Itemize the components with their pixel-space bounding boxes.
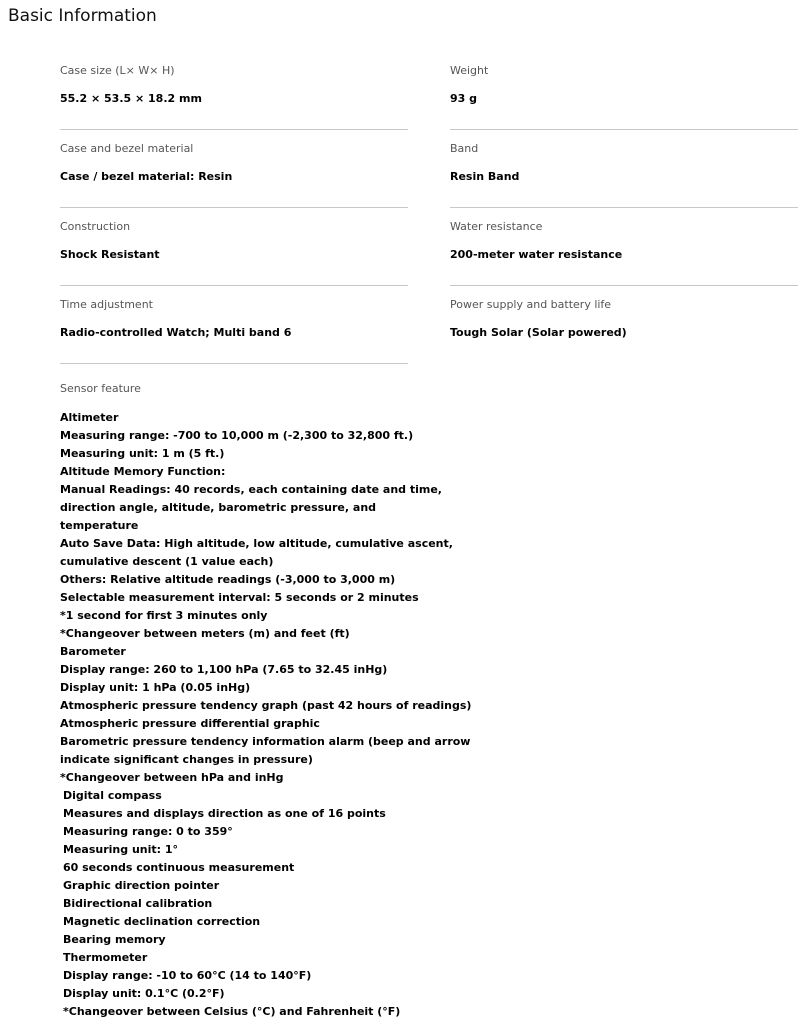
- sensor-line: Auto Save Data: High altitude, low altitude, cumulative ascent,: [60, 537, 453, 550]
- sensor-line: Altimeter: [60, 411, 119, 424]
- sensor-line: Others: Relative altitude readings (-3,000 to 3,000 m): [60, 573, 396, 586]
- sensor-line: Display unit: 1 hPa (0.05 inHg): [60, 681, 251, 694]
- sensor-line: Measuring unit: 1°: [63, 843, 179, 856]
- sensor-line: direction angle, altitude, barometric pressure, and: [60, 501, 377, 514]
- sensor-line: *Changeover between meters (m) and feet (ft): [60, 627, 350, 640]
- sensor-line: Display unit: 0.1°C (0.2°F): [63, 987, 225, 1000]
- spec-label: Band: [450, 142, 479, 155]
- spec-water-resistance: [450, 208, 798, 286]
- spec-label: Water resistance: [450, 220, 543, 233]
- sensor-line: cumulative descent (1 value each): [60, 555, 274, 568]
- sensor-line: Measuring range: 0 to 359°: [63, 825, 233, 838]
- spec-value: Shock Resistant: [60, 248, 160, 261]
- spec-label: Case size (L× W× H): [60, 64, 175, 77]
- sensor-line: Altitude Memory Function:: [60, 465, 226, 478]
- sensor-line: *Changeover between Celsius (°C) and Fahrenheit (°F): [63, 1005, 401, 1018]
- spec-value: Tough Solar (Solar powered): [450, 326, 627, 339]
- sensor-line: Measuring unit: 1 m (5 ft.): [60, 447, 225, 460]
- sensor-line: Manual Readings: 40 records, each containing date and time,: [60, 483, 442, 496]
- spec-value: 93 g: [450, 92, 478, 105]
- sensor-line: Bearing memory: [63, 933, 166, 946]
- sensor-line: temperature: [60, 519, 139, 532]
- sensor-line: Bidirectional calibration: [63, 897, 213, 910]
- sensor-line: Magnetic declination correction: [63, 915, 261, 928]
- spec-case-bezel-material: [60, 130, 408, 208]
- spec-case-size: [60, 52, 408, 130]
- spec-label: Sensor feature: [60, 382, 141, 395]
- spec-value: 200-meter water resistance: [450, 248, 623, 261]
- right-spec-column: [450, 52, 798, 364]
- spec-value: Resin Band: [450, 170, 520, 183]
- spec-label: Power supply and battery life: [450, 298, 612, 311]
- sensor-line: Selectable measurement interval: 5 seconds or 2 minutes: [60, 591, 419, 604]
- sensor-line: Barometer: [60, 645, 126, 658]
- sensor-line: *Changeover between hPa and inHg: [60, 771, 284, 784]
- spec-label: Time adjustment: [60, 298, 153, 311]
- sensor-line: *1 second for first 3 minutes only: [60, 609, 268, 622]
- sensor-line: Atmospheric pressure tendency graph (past 42 hours of readings): [60, 699, 472, 712]
- spec-value: 55.2 × 53.5 × 18.2 mm: [60, 92, 202, 105]
- spec-construction: [60, 208, 408, 286]
- sensor-line: Barometric pressure tendency information alarm (beep and arrow: [60, 735, 471, 748]
- spec-sensor-feature: [60, 364, 472, 1034]
- spec-time-adjustment: [60, 286, 408, 364]
- sensor-line: Display range: 260 to 1,100 hPa (7.65 to 32.45 inHg): [60, 663, 388, 676]
- page-title: Basic Information: [8, 6, 157, 26]
- spec-weight: [450, 52, 798, 130]
- sensor-line: Measuring range: -700 to 10,000 m (-2,300 to 32,800 ft.): [60, 429, 414, 442]
- sensor-line: Digital compass: [63, 789, 162, 802]
- spec-label: Case and bezel material: [60, 142, 194, 155]
- sensor-line: Measures and displays direction as one of 16 points: [63, 807, 386, 820]
- sensor-feature-list: [60, 409, 472, 1021]
- sensor-line: Graphic direction pointer: [63, 879, 220, 892]
- spec-label: Construction: [60, 220, 131, 233]
- sensor-line: indicate significant changes in pressure): [60, 753, 313, 766]
- spec-value: Radio-controlled Watch; Multi band 6: [60, 326, 292, 339]
- sensor-line: Display range: -10 to 60°C (14 to 140°F): [63, 969, 312, 982]
- spec-label: Weight: [450, 64, 489, 77]
- sensor-line: Atmospheric pressure differential graphic: [60, 717, 320, 730]
- sensor-line: 60 seconds continuous measurement: [63, 861, 295, 874]
- spec-value: Case / bezel material: Resin: [60, 170, 233, 183]
- sensor-line: Thermometer: [63, 951, 148, 964]
- spec-power-supply: [450, 286, 798, 364]
- spec-band: [450, 130, 798, 208]
